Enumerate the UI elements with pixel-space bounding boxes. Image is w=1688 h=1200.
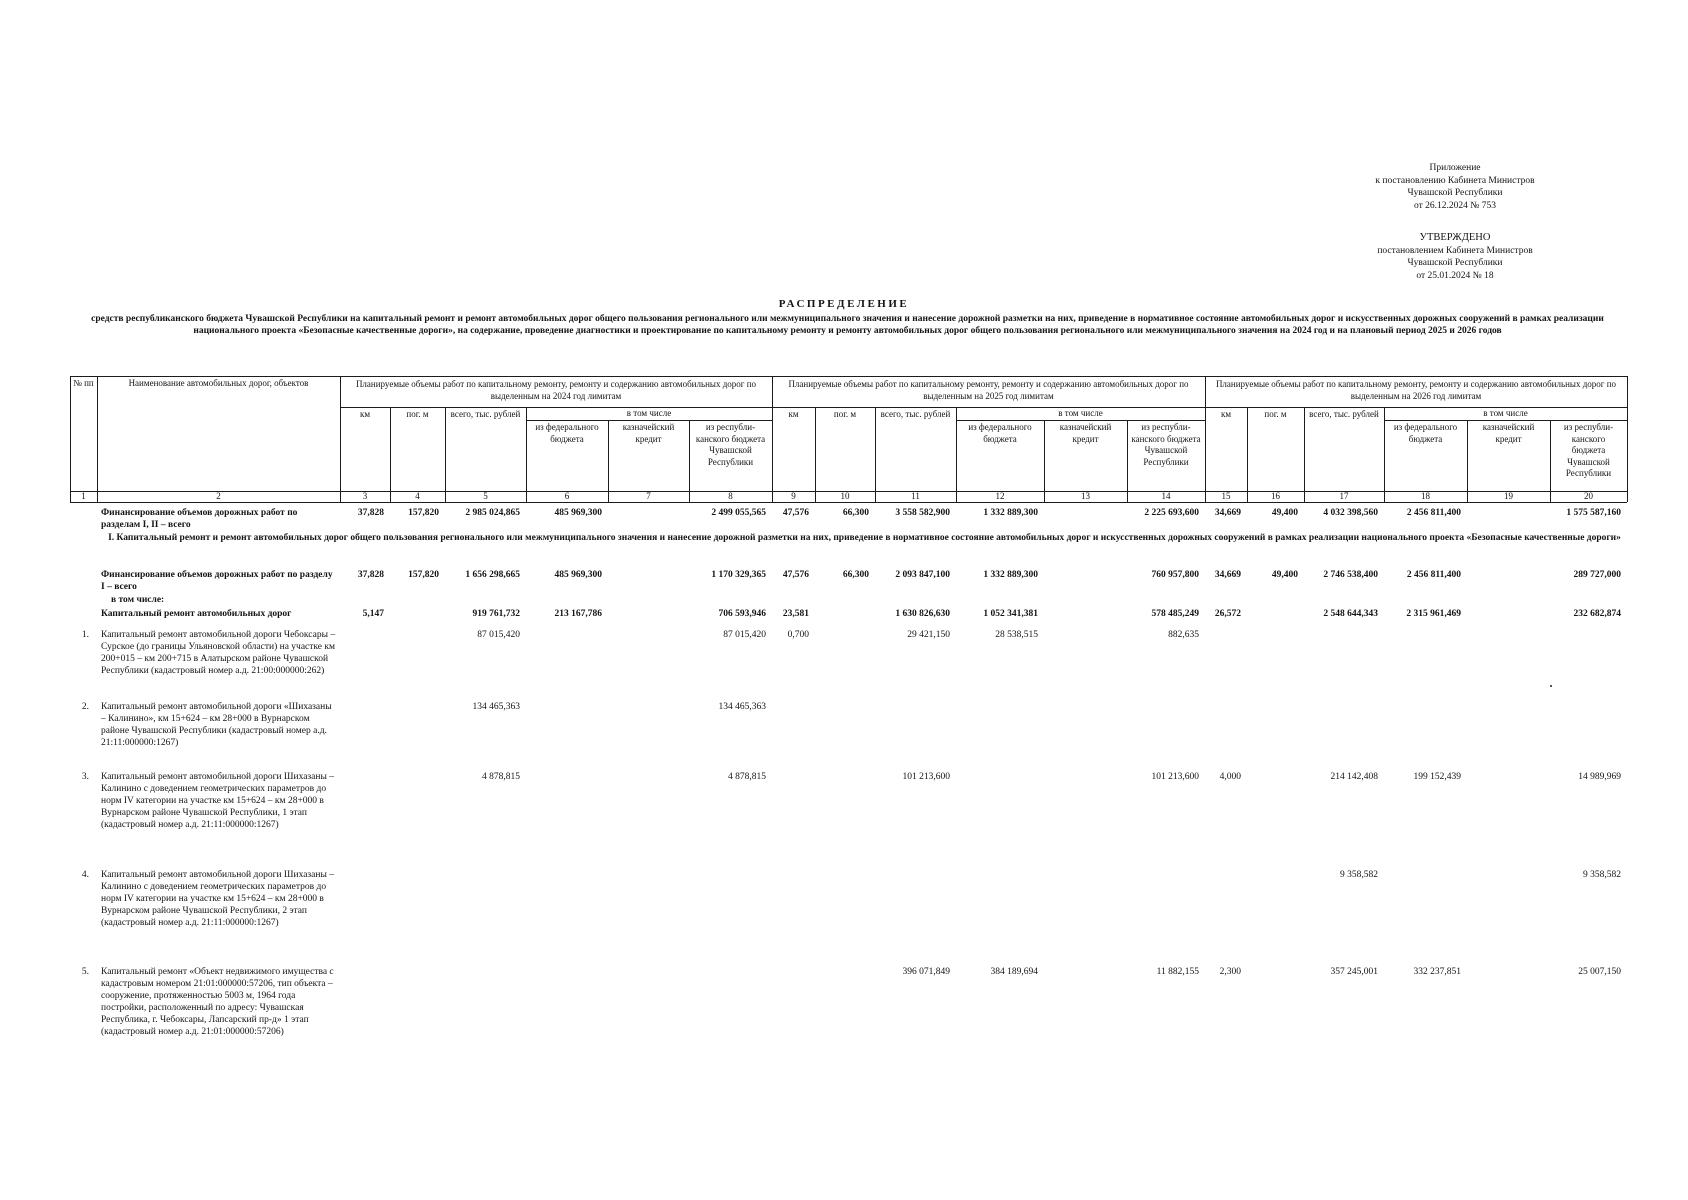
grid-line-vertical [1044, 420, 1045, 502]
grid-line-vertical [526, 407, 527, 502]
grid-line-vertical [772, 376, 773, 502]
header-group-2026: Планируемые объемы работ по капитальному ремонту, ремонту и содержанию автомобильных дорог по выделенным на 2026 год лимитам [1215, 379, 1617, 401]
item-cell: 0,700 [787, 630, 809, 640]
grid-line-vertical [608, 420, 609, 502]
column-number: 3 [362, 491, 368, 501]
header-incl: в том числе [1058, 408, 1103, 418]
header-incl: в том числе [626, 408, 672, 418]
grid-line-vertical [390, 407, 391, 502]
header-km: км [359, 409, 371, 419]
item-number: 2. [81, 702, 89, 712]
grid-line-incl [526, 420, 772, 421]
item-number: 4. [81, 870, 89, 880]
total-row-cell: 66,300 [842, 508, 869, 518]
header-total: всего, тыс. рублей [880, 409, 951, 419]
section-total-row-cell: 34,669 [1214, 570, 1241, 580]
total-row-cell: 157,820 [408, 508, 439, 518]
appendix-line-3: Чувашской Республики [1407, 188, 1503, 198]
column-number: 18 [1421, 491, 1430, 501]
item-cell: 9 358,582 [1340, 870, 1378, 880]
section-total-row-label: Финансирование объемов дорожных работ по разделу I – всего [101, 570, 333, 592]
column-number: 10 [840, 491, 850, 501]
item-cell: 134 465,363 [718, 702, 766, 712]
grid-line-top [70, 376, 1627, 377]
section-total-row-cell: 2 456 811,400 [1406, 570, 1461, 580]
incl-label: в том числе: [111, 595, 165, 605]
section-total-row-cell: 1 332 889,300 [983, 570, 1038, 580]
item-cell: 9 358,582 [1583, 870, 1621, 880]
grid-line-vertical [875, 407, 876, 502]
grid-line-vertical [70, 376, 71, 502]
grid-line-vertical [1467, 420, 1468, 502]
item-cell: 29 421,150 [907, 630, 950, 640]
column-number: 2 [216, 491, 221, 501]
capital-row-cell: 2 315 961,469 [1406, 609, 1461, 619]
grid-line-vertical [445, 407, 446, 502]
column-number: 15 [1221, 491, 1231, 501]
grid-line-incl [1384, 420, 1627, 421]
header-col-number: № пп [73, 378, 94, 388]
section-title: I. Капитальный ремонт и ремонт автомобильных дорог общего пользования регионального или межмуниципального значения и нанесение дорожной разметки на них, приведение в нормативное состояние автомобильных дорог и искусственных дорожных сооружений в рамках реализации национального проекта «Безопасные качественные дороги» [108, 533, 1621, 543]
section-total-row-cell: 2 093 847,100 [895, 570, 950, 580]
section-total-row-cell: 760 957,800 [1151, 570, 1199, 580]
header-total: всего, тыс. рублей [450, 409, 521, 419]
section-total-row-cell: 1 170 329,365 [711, 570, 766, 580]
column-number: 19 [1504, 491, 1513, 501]
appendix-line-2: к постановлению Кабинета Министров [1375, 175, 1535, 186]
total-row-cell: 1 575 587,160 [1566, 508, 1621, 518]
approved-line-3: Чувашской Республики [1407, 258, 1503, 268]
header-republic: из республи-канского бюджета Чувашской Республики [1131, 422, 1201, 467]
grid-line-vertical [1550, 420, 1551, 502]
scan-mark [1550, 685, 1552, 687]
total-row-cell: 3 558 582,900 [895, 508, 950, 518]
item-number: 1. [81, 630, 89, 640]
capital-row-cell: 1 630 826,630 [895, 609, 950, 619]
item-number: 5. [81, 967, 89, 977]
grid-line-vertical [1127, 420, 1128, 502]
capital-row-cell: 232 682,874 [1573, 609, 1621, 619]
header-republic: из республи-канского бюджета Чувашской Республики [695, 422, 766, 467]
item-cell: 134 465,363 [472, 702, 520, 712]
total-row-cell: 47,576 [782, 508, 809, 518]
column-number: 7 [646, 491, 651, 501]
capital-row-cell: 23,581 [782, 609, 809, 619]
column-number: 6 [564, 491, 570, 501]
total-row-cell: 37,828 [357, 508, 384, 518]
header-pog-m: пог. м [1264, 409, 1287, 419]
capital-row-label: Капитальный ремонт автомобильных дорог [101, 609, 292, 619]
item-cell: 332 237,851 [1413, 967, 1461, 977]
header-km: км [1220, 409, 1232, 419]
total-row-cell: 485 969,300 [554, 508, 602, 518]
column-number: 12 [995, 491, 1005, 501]
total-row-cell: 1 332 889,300 [983, 508, 1038, 518]
section-total-row-cell: 2 746 538,400 [1323, 570, 1378, 580]
appendix-stamp [1360, 162, 1550, 212]
header-treasury: казначейский кредит [1059, 422, 1112, 444]
item-cell: 214 142,408 [1330, 772, 1378, 782]
section-total-row-cell: 47,576 [782, 570, 809, 580]
header-federal: из федерального бюджета [535, 422, 599, 444]
item-cell: 4 878,815 [482, 772, 520, 782]
approved-line-1: УТВЕРЖДЕНО [1419, 232, 1491, 243]
header-treasury: казначейский кредит [622, 422, 675, 444]
total-row-cell: 2 499 055,565 [711, 508, 766, 518]
item-cell: 87 015,420 [723, 630, 766, 640]
item-number: 3. [81, 772, 89, 782]
total-row-cell: 2 985 024,865 [465, 508, 520, 518]
grid-line-vertical [1205, 376, 1206, 502]
approved-line-4: от 25.01.2024 № 18 [1416, 270, 1494, 281]
header-group-2024: Планируемые объемы работ по капитальному ремонту, ремонту и содержанию автомобильных дорог по выделенным на 2024 год лимитам [355, 379, 757, 401]
grid-line-vertical [689, 420, 690, 502]
capital-row-cell: 706 593,946 [718, 609, 766, 619]
document-subtitle: средств республиканского бюджета Чувашской Республики на капитальный ремонт и ремонт автомобильных дорог общего пользования регионального или межмуниципального значения и нанесение дорожной разметки на них, приведение в нормативное состояние автомобильных дорог и искусственных дорожных сооружений в рамках реализации национального проекта «Безопасные качественные дороги», на содержание, проведение диагностики и проектирование по капитальному ремонту и ремонту автомобильных дорог общего пользования регионального или межмуниципального значения на 2024 год и на плановый период 2025 и 2026 годов [91, 314, 1604, 336]
grid-line-incl [956, 420, 1205, 421]
approved-line-2: постановлением Кабинета Министров [1377, 245, 1533, 256]
item-name: Капитальный ремонт «Объект недвижимого имущества с кадастровым номером 21:01:000000:57206, тип объекта – сооружение, протяженностью 5003 м, 1964 года постройки, расположенный по адресу: Чувашская Республика, г. Чебоксары, Лапсарский пр-д» 1 этап (кадастровый номер а.д. 21:01:000000:57206) [101, 967, 334, 1037]
column-number: 9 [791, 491, 796, 501]
header-pog-m: пог. м [833, 409, 857, 419]
item-cell: 28 538,515 [995, 630, 1038, 640]
appendix-line-1: Приложение [1429, 163, 1481, 173]
item-name: Капитальный ремонт автомобильной дороги Чебоксары – Сурское (до границы Ульяновской области) на участке км 200+015 – км 200+715 в Алатырском районе Чувашской Республики (кадастровый номер а.д. 21:00:000000:262) [101, 630, 336, 676]
section-total-row-cell: 485 969,300 [554, 570, 602, 580]
capital-row-cell: 578 485,249 [1151, 609, 1199, 619]
total-row-cell: 2 225 693,600 [1144, 508, 1199, 518]
header-treasury: казначейский кредит [1482, 422, 1535, 444]
document-title: РАСПРЕДЕЛЕНИЕ [778, 298, 910, 310]
grid-line-vertical [956, 407, 957, 502]
appendix-line-4: от 26.12.2024 № 753 [1414, 200, 1496, 211]
column-number: 11 [911, 491, 920, 501]
item-cell: 2,300 [1219, 967, 1241, 977]
capital-row-cell: 26,572 [1214, 609, 1241, 619]
item-cell: 87 015,420 [477, 630, 520, 640]
section-total-row-cell: 66,300 [842, 570, 869, 580]
section-total-row-cell: 289 727,000 [1573, 570, 1621, 580]
approved-stamp [1360, 232, 1550, 282]
column-number: 16 [1271, 491, 1280, 501]
header-federal: из федерального бюджета [968, 422, 1032, 444]
header-km: км [788, 409, 799, 419]
grid-line-vertical [1627, 376, 1628, 502]
item-name: Капитальный ремонт автомобильной дороги Шихазаны – Калинино с доведением геометрических параметров до норм IV категории на участке км 15+624 – км 28+000 в Вурнарском районе Чувашской Республики, 2 этап (кадастровый номер а.д. 21:11:000000:1267) [101, 870, 334, 928]
item-name: Капитальный ремонт автомобильной дороги «Шихазаны – Калинино», км 15+624 – км 28+000 в Вурнарском районе Чувашской Республики (кадастровый номер а.д. 21:11:000000:1267) [101, 702, 332, 748]
section-total-row-cell: 49,400 [1271, 570, 1298, 580]
capital-row-cell: 1 052 341,381 [983, 609, 1038, 619]
total-row-label: Финансирование объемов дорожных работ по разделам I, II – всего [101, 508, 298, 530]
section-total-row-cell: 157,820 [408, 570, 439, 580]
item-cell: 384 189,694 [990, 967, 1038, 977]
header-col-name: Наименование автомобильных дорог, объектов [128, 378, 309, 388]
item-cell: 4 878,815 [728, 772, 766, 782]
grid-line-vertical [97, 376, 98, 502]
total-row-cell: 49,400 [1271, 508, 1298, 518]
item-cell: 882,635 [1168, 630, 1199, 640]
capital-row-cell: 2 548 644,343 [1323, 609, 1378, 619]
item-cell: 25 007,150 [1578, 967, 1621, 977]
column-number: 13 [1081, 491, 1090, 501]
item-cell: 199 152,439 [1413, 772, 1461, 782]
header-incl: в том числе [1483, 408, 1528, 418]
item-cell: 101 213,600 [902, 772, 950, 782]
grid-line-vertical [1247, 407, 1248, 502]
item-name: Капитальный ремонт автомобильной дороги Шихазаны – Калинино с доведением геометрических параметров до норм IV категории на участке км 15+624 – км 28+000 в Вурнарском районе Чувашской Республики, 1 этап (кадастровый номер а.д. 21:11:000000:1267) [101, 772, 334, 830]
column-number: 1 [81, 491, 86, 501]
header-pog-m: пог. м [406, 409, 429, 419]
column-number: 8 [728, 491, 733, 501]
capital-row-cell: 5,147 [362, 609, 384, 619]
item-cell: 4,000 [1219, 772, 1241, 782]
capital-row-cell: 919 761,732 [472, 609, 520, 619]
grid-line-vertical [340, 376, 341, 502]
item-cell: 357 245,001 [1330, 967, 1378, 977]
grid-line-vertical [1304, 407, 1305, 502]
header-group-2025: Планируемые объемы работ по капитальному ремонту, ремонту и содержанию автомобильных дорог по выделенным на 2025 год лимитам [788, 379, 1189, 401]
column-number: 4 [415, 491, 420, 501]
total-row-cell: 34,669 [1214, 508, 1241, 518]
header-republic: из республи-канского бюджета Чувашской Республики [1563, 422, 1614, 478]
item-cell: 396 071,849 [902, 967, 950, 977]
column-number: 17 [1339, 491, 1349, 501]
section-total-row-cell: 37,828 [357, 570, 384, 580]
column-number: 14 [1161, 491, 1171, 501]
total-row-cell: 4 032 398,560 [1323, 508, 1378, 518]
section-total-row-cell: 1 656 298,665 [465, 570, 520, 580]
grid-line-vertical [1384, 407, 1385, 502]
grid-line-vertical [815, 407, 816, 502]
item-cell: 11 882,155 [1156, 967, 1199, 977]
capital-row-cell: 213 167,786 [554, 609, 602, 619]
item-cell: 14 989,969 [1578, 772, 1621, 782]
header-federal: из федерального бюджета [1393, 422, 1458, 444]
column-number: 5 [483, 491, 488, 501]
total-row-cell: 2 456 811,400 [1406, 508, 1461, 518]
header-total: всего, тыс. рублей [1309, 409, 1379, 419]
item-cell: 101 213,600 [1151, 772, 1199, 782]
column-number: 20 [1584, 491, 1593, 501]
